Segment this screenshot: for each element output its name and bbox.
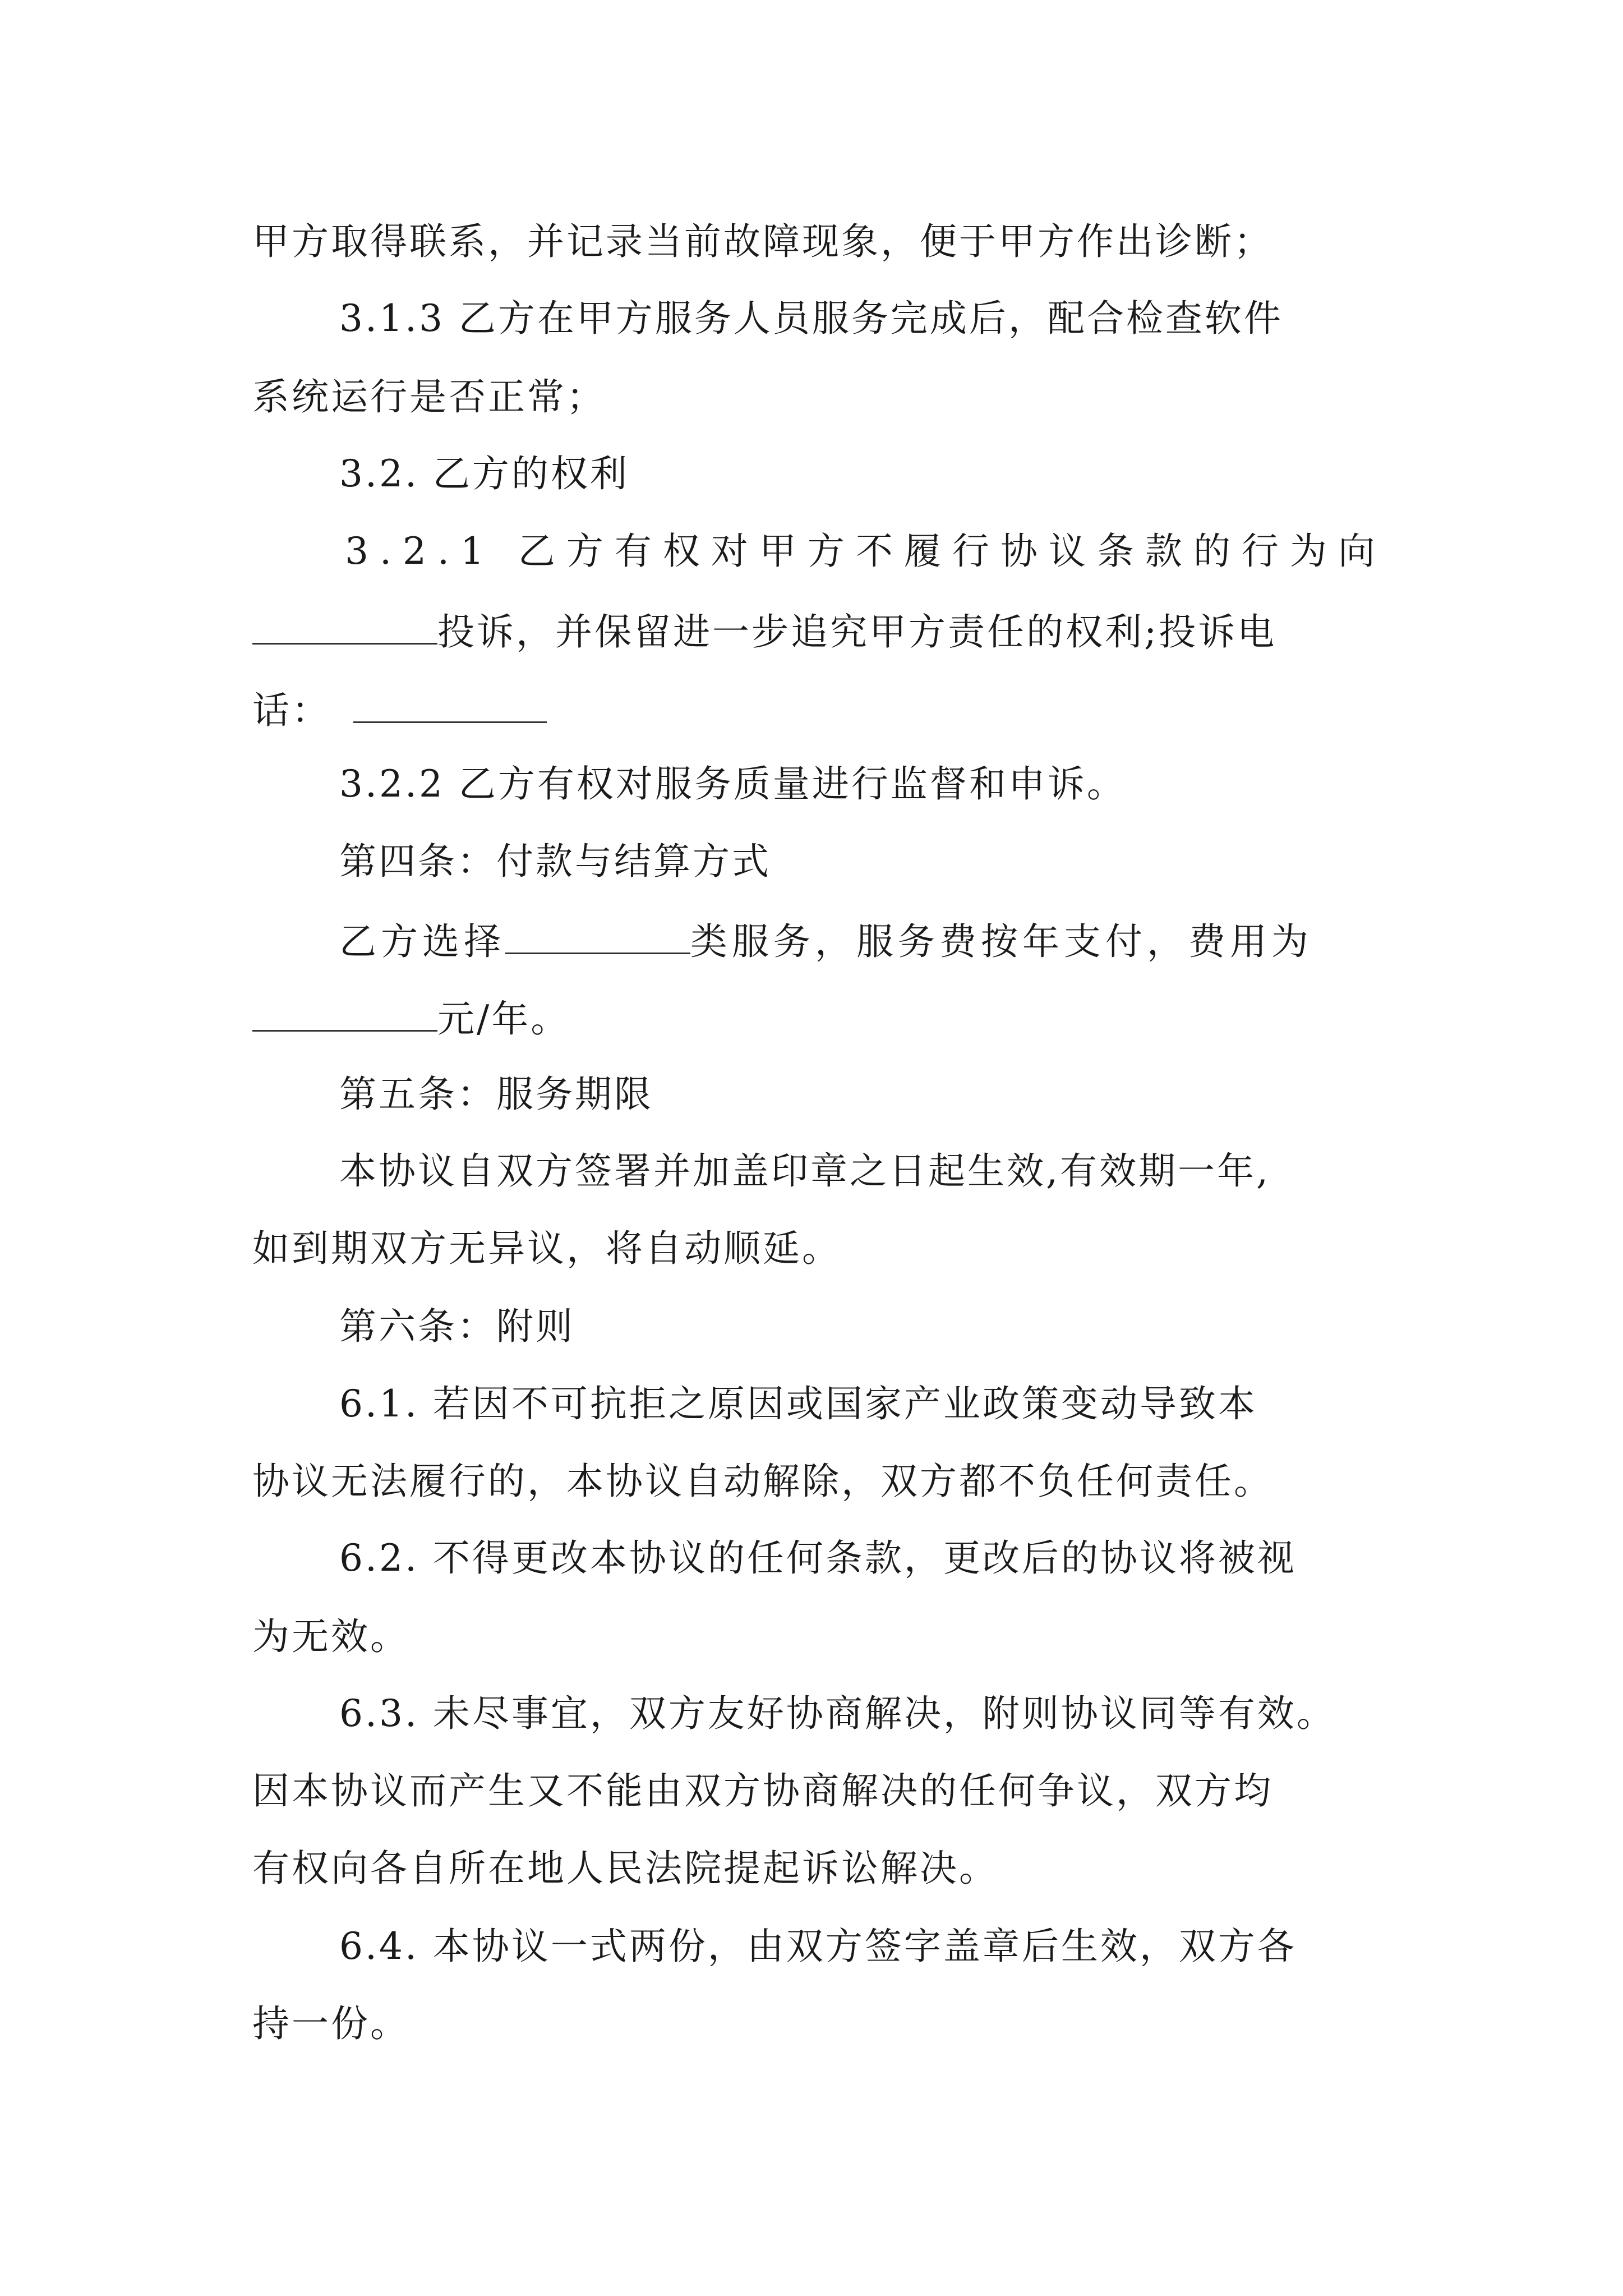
text-line: 6.2. 不得更改本协议的任何条款，更改后的协议将被视 [339, 1536, 1297, 1580]
text-line: 3.2.1 乙方有权对甲方不履行协议条款的行为向 [345, 530, 1386, 573]
text-line: 6.4. 本协议一式两份，由双方签字盖章后生效，双方各 [339, 1925, 1297, 1968]
section-heading: 第五条：服务期限 [339, 1073, 653, 1116]
text-line: 为无效。 [252, 1615, 409, 1658]
text-line: 投诉，并保留进一步追究甲方责任的权利;投诉电 [252, 610, 1276, 651]
text-line: 本协议自双方签署并加盖印章之日起生效,有效期一年, [339, 1149, 1270, 1193]
blank-field [505, 920, 690, 954]
text-line: 甲方取得联系，并记录当前故障现象，便于甲方作出诊断； [252, 220, 1273, 263]
blank-field [252, 997, 437, 1032]
text-line: 话： [252, 689, 547, 729]
text-line: 6.3. 未尽事宜，双方友好协商解决，附则协议同等有效。 [339, 1692, 1336, 1735]
section-heading: 第四条：付款与结算方式 [339, 840, 771, 883]
text-line: 持一份。 [252, 2002, 409, 2045]
text-line: 协议无法履行的，本协议自动解除，双方都不负任何责任。 [252, 1460, 1273, 1503]
text-line: 3.2.2 乙方有权对服务质量进行监督和申诉。 [339, 762, 1126, 806]
text-line: 因本协议而产生又不能由双方协商解决的任何争议，双方均 [252, 1769, 1273, 1812]
text-line: 系统运行是否正常； [252, 375, 606, 418]
text-line: 元/年。 [252, 997, 570, 1038]
section-heading: 第六条：附则 [339, 1305, 575, 1348]
text-line: 3.1.3 乙方在甲方服务人员服务完成后，配合检查软件 [339, 297, 1283, 340]
text-line: 有权向各自所在地人民法院提起诉讼解决。 [252, 1847, 998, 1890]
text-line: 乙方选择 类服务，服务费按年支付，费用为 [339, 920, 1313, 963]
text-line: 6.1. 若因不可抗拒之原因或国家产业政策变动导致本 [339, 1382, 1257, 1425]
section-heading: 3.2. 乙方的权利 [339, 452, 629, 495]
text-line: 如到期双方无异议，将自动顺延。 [252, 1227, 841, 1270]
blank-field [252, 610, 437, 645]
blank-field [353, 689, 547, 723]
